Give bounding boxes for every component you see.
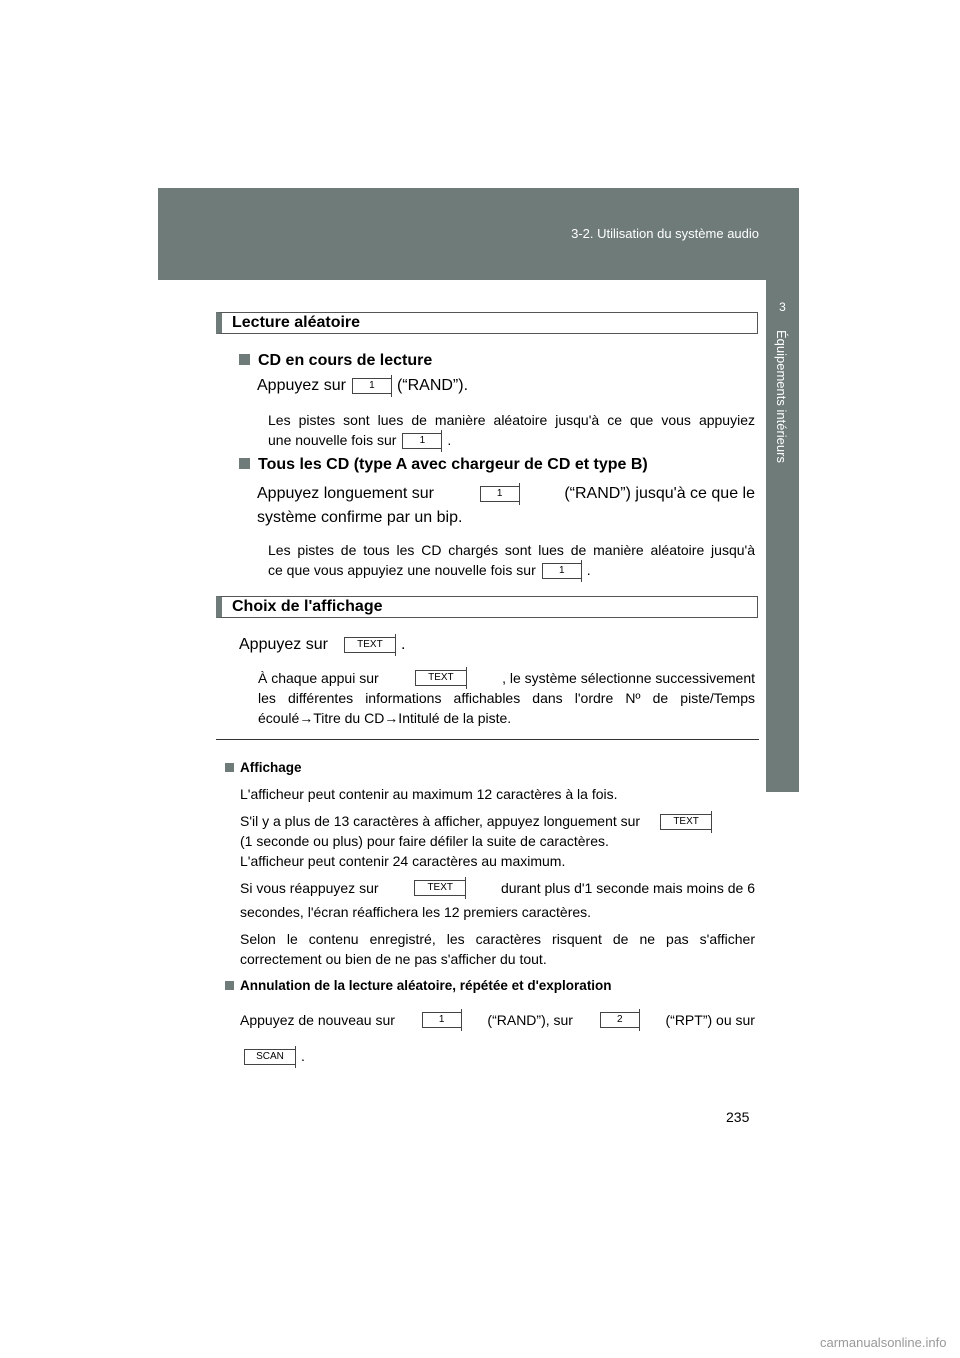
button-text-icon: TEXT — [660, 814, 711, 830]
button-text-icon: TEXT — [344, 637, 395, 653]
section-title: 3-2. Utilisation du système audio — [571, 226, 759, 241]
button-1-icon: 1 — [402, 433, 441, 449]
bullet-square-icon — [225, 763, 234, 772]
button-text-icon: TEXT — [414, 880, 465, 896]
bullet-square-icon — [239, 458, 250, 469]
button-1-icon: 1 — [352, 378, 391, 394]
watermark: carmanualsonline.info — [820, 1335, 947, 1350]
bullet-square-icon — [239, 354, 250, 365]
button-1-icon: 1 — [542, 563, 581, 579]
note-heading-affichage: Affichage — [225, 758, 302, 778]
note-affichage-body: L'afficheur peut contenir au maximum 12 caractères à la fois. S'il y a plus de 13 caractères à afficher, appuyez longuement sur TEXT (1 seconde ou plus) pour faire défiler la suite de caractères. L'afficheur peut contenir 24 caractères au maximum. Si vous réappuyez sur TEXT durant plus d'1 seconde mais moins de 6 secondes, l'écran réaffichera les 12 premiers caractères. Selon le contenu enregistré, les caractères risquent de ne pas s'afficher correctement ou bien de ne pas s'afficher du tout. — [240, 786, 755, 967]
note-cd-playing: Les pistes sont lues de manière aléatoire jusqu'à ce que vous appuyiez une nouvelle fois sur 1 . — [268, 412, 755, 448]
button-text-icon: TEXT — [415, 670, 466, 686]
button-1-icon: 1 — [480, 486, 519, 502]
subheading-cd-playing: CD en cours de lecture — [239, 352, 432, 370]
note-heading-cancel: Annulation de la lecture aléatoire, répétée et d'exploration — [225, 976, 612, 996]
subheading-all-cds: Tous les CD (type A avec chargeur de CD et type B) — [239, 456, 648, 474]
section-heading-random: Lecture aléatoire — [216, 312, 758, 334]
chapter-header — [158, 188, 799, 280]
button-scan-icon: SCAN — [244, 1049, 295, 1065]
instruction-cd-playing: Appuyez sur 1 (“RAND”). — [257, 377, 469, 394]
note-all-cds: Les pistes de tous les CD chargés sont lues de manière aléatoire jusqu'à ce que vous appuyiez une nouvelle fois sur 1 . — [268, 542, 755, 578]
note-display: À chaque appui sur TEXT , le système sélectionne successivement les différentes informations affichables dans l'ordre Nº de piste/Temps écoulé→Titre du CD→Intitulé de la piste. — [258, 670, 755, 726]
bullet-square-icon — [225, 981, 234, 990]
chapter-number: 3 — [779, 300, 786, 314]
divider — [216, 739, 759, 740]
instruction-all-cds: Appuyez longuement sur 1 (“RAND”) jusqu'à ce que le système confirme par un bip. — [257, 485, 755, 526]
button-1-icon: 1 — [422, 1012, 461, 1028]
note-cancel-body: Appuyez de nouveau sur 1 (“RAND”), sur 2 (“RPT”) ou sur SCAN . — [240, 1012, 755, 1064]
chapter-side-tab — [766, 280, 799, 792]
instruction-display: Appuyez sur TEXT . — [239, 636, 406, 653]
section-heading-display: Choix de l'affichage — [216, 596, 758, 618]
button-2-icon: 2 — [600, 1012, 639, 1028]
page-number: 235 — [726, 1109, 750, 1125]
chapter-label: Équipements intérieurs — [774, 330, 789, 463]
